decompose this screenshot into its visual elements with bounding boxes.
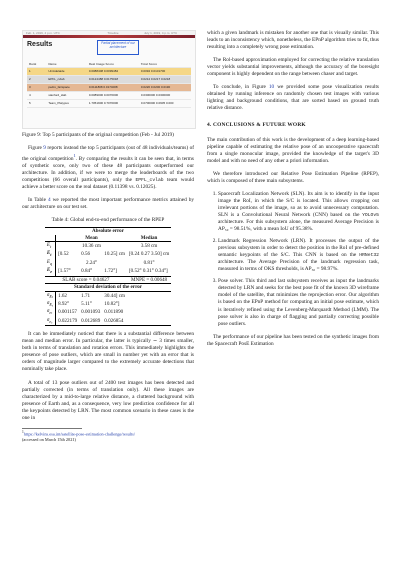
mnpe-score: MNPE = 0.00648 — [130, 276, 168, 283]
figure-reference-link[interactable]: 9 — [43, 145, 46, 152]
median-part: 0.31° — [142, 268, 154, 275]
symbol: σ — [46, 299, 50, 306]
figure-caption: Figure 9: Top 5 participants of the original competition (Feb - Jul 2019) — [22, 132, 174, 138]
right-column — [207, 30, 379, 354]
footnote-number: 1 — [22, 429, 24, 434]
std-value: 1.62 — [56, 291, 80, 300]
row-rank: 1 — [29, 69, 31, 73]
row-rank: 3 — [29, 85, 31, 89]
leaderboard-row — [27, 76, 191, 84]
symbol: E — [46, 242, 50, 249]
text: we reported the most important performance metrics attained by our architecture on our test set. — [22, 197, 195, 211]
mean-value: 1.72°] — [104, 268, 117, 275]
subscript: Eₑ — [49, 301, 54, 307]
section-absolute-error: Absolute error — [91, 228, 124, 235]
list-item — [218, 191, 379, 233]
symbol: σ — [46, 308, 50, 315]
row-total-score: 0.0214 0.0217 0.0218 — [140, 77, 171, 81]
figure-timeline-header — [23, 31, 195, 35]
median-value: 3.58 cm — [140, 243, 158, 250]
mean-value: [1.57° — [56, 267, 80, 276]
table-reference-link[interactable]: 4 — [47, 197, 51, 204]
std-value: 10.82°] — [104, 300, 120, 307]
row-name: Team_Platypus — [48, 101, 69, 105]
text: we provided some pose visualization results obtained by running inference on randomly chosen test images with various lighting and background conditions, that are sorted based on ground truth relative distance. — [207, 84, 379, 112]
empty-cell — [127, 317, 171, 326]
std-value: 0.012689 — [81, 317, 101, 324]
row-name: pedro_fairspace — [48, 85, 70, 89]
metric-symbol — [45, 300, 56, 308]
row-name: EPFL_cvlab — [48, 77, 65, 81]
subscript: t — [50, 252, 52, 258]
paragraph-pose-outliers: A total of 13 pose outliers out of 2400 test images has been detected and partially corrected (in terms of translation only). All these images are characterized by a mid-to-large relative distance, a cluttered background with presence of Earth and, as a consequence, very low prediction confidence for all the keypoints detected by LRN. The most common scenario in these cases is the one in — [22, 379, 194, 421]
median-value — [127, 250, 171, 258]
list-item — [218, 278, 379, 327]
median-part: [0.24 — [128, 251, 140, 258]
leaderboard-header — [27, 61, 191, 68]
metric-symbol — [45, 250, 56, 258]
empty-cell — [127, 300, 171, 308]
paragraph-roi-approximation: The Rol-based approximation employed for correcting the relative translation vector yields substantial improvements, although the accuracy of the boresight component is highly dependent on the range between chaser and target. — [207, 57, 379, 78]
text: To conclude, in Figure — [213, 84, 269, 91]
text: . By comparing the results it can be seen that, in terms of synthetic score, only two of these 48 participants outperformed our architecture. In addition, if we were to merge the leaderboards of the two competitions (66 overall participants), only the — [22, 155, 194, 183]
row-total-score: 0.0300000 0.0300000 — [140, 93, 171, 97]
metric-symbol — [45, 242, 56, 251]
subscript: e — [50, 269, 53, 275]
text: In Table — [28, 197, 48, 204]
median-part: 3.50] cm — [151, 251, 170, 258]
performance-table — [45, 227, 171, 326]
row-real-score: 0.0124488 0.0175018 — [88, 77, 119, 81]
symbol: E — [46, 250, 51, 257]
empty-cell — [127, 291, 171, 300]
col-total-score: Total Score — [140, 61, 158, 66]
mean-value: 2.24° — [56, 259, 127, 267]
figure-results-title: Results — [27, 41, 53, 48]
metric-symbol — [45, 291, 56, 300]
row-name: UniAdelaide — [48, 69, 65, 73]
col-mean: Mean — [56, 235, 127, 242]
subsystem-list — [207, 191, 379, 328]
left-column — [22, 30, 194, 442]
std-value: 0.011890 — [104, 309, 124, 316]
col-real-score: Real Image Score — [88, 61, 114, 66]
mean-value: 10.25] cm — [104, 251, 125, 258]
leaderboard-row — [27, 100, 191, 108]
paragraph-table-intro — [22, 197, 194, 211]
subscript: eₑ — [49, 318, 53, 324]
std-value: 0.001093 — [81, 309, 101, 316]
leaderboard-row — [27, 84, 191, 92]
text: reports instead the top 5 participants (out of 48 individuals/teams) of the original competition — [22, 145, 194, 162]
symbol: E — [46, 258, 50, 265]
paragraph-performance-tested: The performance of our pipeline has been tested on the synthetic images from the Spacecraft PosE Estimation — [207, 333, 379, 347]
row-real-score: 1.7051900 0.7070000 — [88, 101, 119, 105]
mean-value: 10.36 cm — [56, 242, 127, 251]
figure-annotation-box: Partial placement of our architecture — [97, 40, 139, 55]
symbol: σ — [46, 316, 50, 323]
slab-score: SLAB score = 0.04627 — [62, 276, 110, 283]
architecture-code-name: HRNet32 — [359, 253, 379, 259]
row-rank: 2 — [29, 77, 31, 81]
row-total-score: 0.0220 0.0200 0.0190 — [140, 85, 171, 89]
text: Landmark Regression Network (LRN). It processes the output of the previous subsystem in order to detect the position in the RoI of pre-defined semantic keypoints of the S/C. This CNN is based on the — [218, 238, 379, 259]
empty-cell — [127, 308, 171, 316]
paragraph-main-contribution: The main contribution of this work is the development of a deep learning-based pipeline capable of estimating the relative pose of an uncooperative spacecraft from a single monocular image, provided the knowledge of the target's 3D model and with no need of any other a priori information. — [207, 136, 379, 164]
text: Pose solver. This third and last subsystem receives as input the landmarks detected by LRN and seeks for the best pose fit of the known 3D wireframe model of the satellite, that minimizes the reprojection error. Our algorithm is based on the EPnP method for computing an initial pose estimate, which is iteratively refined using the Levenberg-Marquardt Method (LMM). The pose solver is also in charge of flagging and partially correcting possible pose outliers. — [218, 278, 379, 327]
subscript: q — [49, 260, 53, 266]
metric-symbol — [45, 317, 56, 326]
row-total-score: 0.0700000 0.0905 0.000 — [140, 101, 174, 105]
row-total-score: 0.0094 0.0101700 — [140, 69, 166, 73]
table-caption: Table 4: Global end-to-end performance of the RPEP — [51, 217, 165, 224]
section-heading: 4. CONCLUSIONS & FUTURE WORK — [207, 122, 306, 129]
team-code-name: EPFL_cvlab — [135, 178, 164, 183]
text: team would achieve a better score on the real dataset (0.11398 vs. 0.12025). — [22, 177, 195, 191]
std-value: 0.022179 — [56, 317, 80, 326]
std-value: 0.001157 — [56, 308, 80, 316]
subscript: t — [49, 244, 52, 250]
symbol: σ — [46, 291, 50, 298]
col-name: Name — [48, 61, 57, 66]
metric-symbol — [45, 259, 56, 267]
row-name: stanford_slab — [48, 93, 67, 97]
text: architecture. For this subsystem alone, the measured Average Precision is AP₅₀ = 98.51%, with a mean IoU of 95.38%. — [218, 218, 379, 233]
leaderboard-row — [27, 92, 191, 100]
figure-start-date: Feb. 1, 2019, 4 p.m. UTC — [26, 31, 60, 35]
footnote-access-date: (accessed on March 15th 2021) — [22, 436, 76, 442]
row-real-score: 0.0088408 0.0099484 — [88, 69, 119, 73]
paragraph-landmark-mistake: which a given landmark is mistaken for another one that is visually similar. This leads to an inconsistency which, nonetheless, the EPnP algorithm tries to fit, thus resulting into a completely wrong pose estimation. — [207, 30, 379, 51]
median-part: [0.52° — [128, 268, 142, 275]
median-part: 0.27 — [140, 251, 150, 258]
metric-symbol — [45, 267, 56, 276]
section-std-dev: Standard deviation of the error — [73, 284, 143, 291]
std-value: 5.11° — [81, 300, 92, 307]
paragraph-results-comparison — [22, 145, 194, 191]
figure-reference-link[interactable]: 10 — [268, 84, 275, 91]
list-item — [218, 238, 379, 273]
mean-value: 0.56 — [81, 251, 91, 258]
std-value: 8.92° — [56, 300, 80, 308]
row-real-score: 0.0111808 0.0174008 — [88, 85, 118, 89]
std-value: 1.71 — [81, 292, 91, 299]
figure-end-date: July 1, 2019, 4 p.m. UTC — [144, 31, 178, 35]
col-rank: Rank — [29, 61, 37, 66]
metric-symbol — [45, 308, 56, 316]
subscript: Eₜ — [49, 293, 53, 299]
footnote-reference-link[interactable]: 1 — [73, 153, 76, 159]
mean-value: [0.52 — [56, 250, 80, 258]
paragraph-rpep-intro: We therefore introduced our Relative Pose Estimation Pipeline (RPEP), which is composed of three main subsystems. — [207, 170, 379, 184]
std-value: 0.026854 — [104, 317, 124, 324]
subscript: eₜ — [49, 310, 53, 316]
paragraph-conclude-figure — [207, 84, 379, 112]
symbol: E — [46, 267, 51, 274]
median-part: 0.34°] — [155, 268, 168, 275]
figure-leaderboard — [27, 61, 191, 108]
paragraph-mean-median: It can be immediately noticed that there is a substantial difference between mean and median error. In particular, the latter is typically ∼ 3 times smaller, both in terms of translation and rotation errors. This immediately highlights the presence of pose outliers, which are small in number yet with an error that is orders of magnitude larger compared to the extremely accurate detections that nominally take place. — [22, 331, 194, 373]
leaderboard-row — [27, 68, 191, 76]
footnote — [22, 430, 194, 442]
text: Spacecraft Localization Network (SLN). Its aim is to identify in the input image the RoI, in which the S/C is located. This allows cropping out irrelevant portions of the image, so as to avoid unnecessary computation. SLN is a Convolutional Neural Network (CNN) based on the — [218, 190, 379, 218]
std-value: 30.44] cm — [104, 292, 125, 299]
architecture-code-name: YOLOv5 — [362, 212, 379, 218]
footnote-url-link[interactable]: https://kelvins.esa.int/satellite-pose-estimation-challenge/results/ — [23, 431, 136, 437]
col-median: Median — [140, 234, 158, 241]
row-rank: 5 — [29, 101, 31, 105]
figure-timeline-label: Timeline — [107, 31, 119, 35]
row-real-score: 0.0089000 0.0070000 — [88, 93, 119, 97]
median-value: 0.81° — [143, 259, 155, 266]
row-rank: 4 — [29, 93, 31, 97]
footnote-rule — [22, 428, 82, 429]
mean-value: 0.84° — [81, 268, 93, 275]
median-value — [127, 267, 171, 276]
results-figure — [22, 30, 196, 129]
empty-cell — [45, 235, 56, 242]
text: Figure — [28, 145, 44, 152]
text: architecture. The Average Precision of the landmark regression task, measured in terms of OKS thresholds, is AP₅₀ = 98.97%. — [218, 259, 379, 273]
